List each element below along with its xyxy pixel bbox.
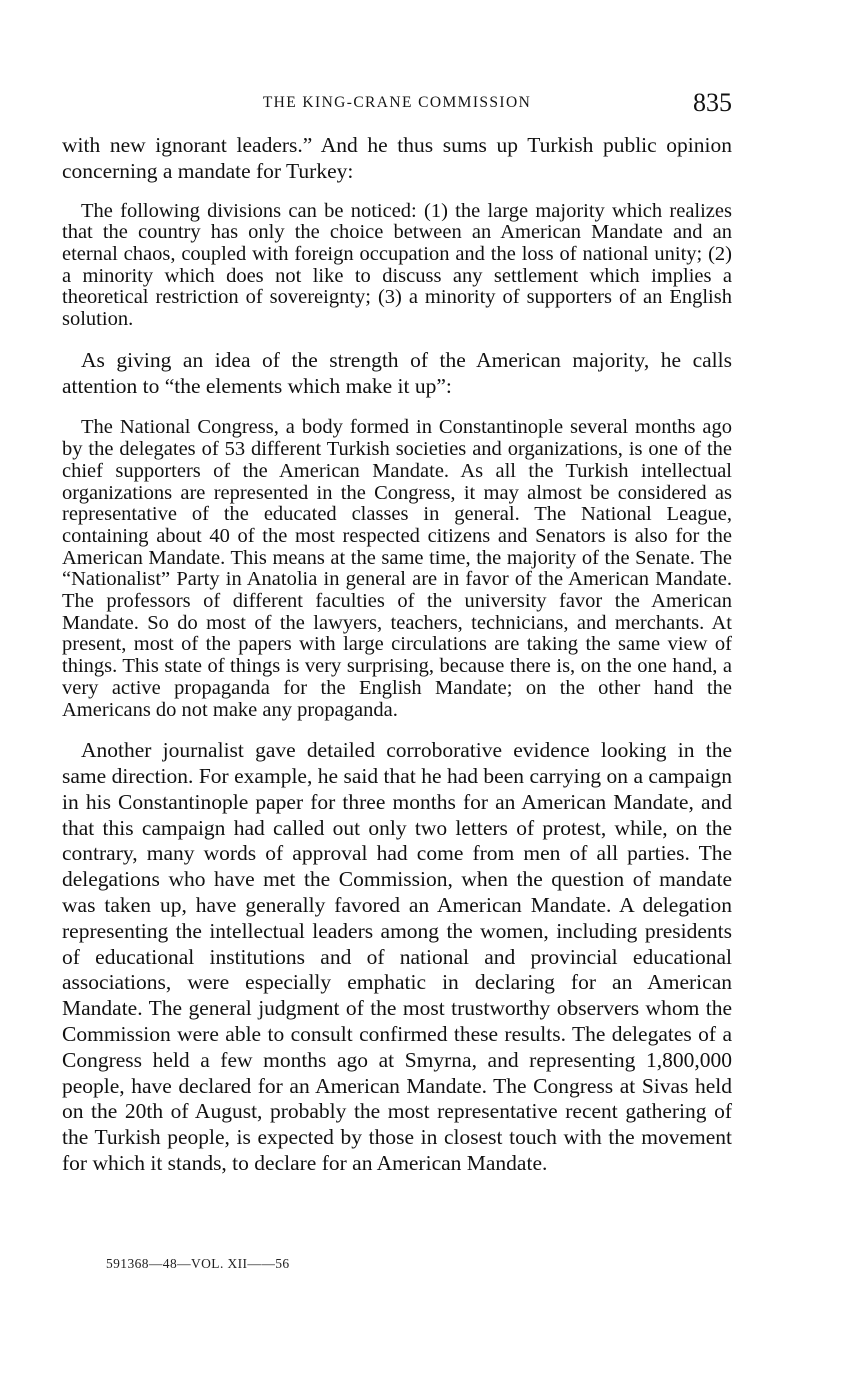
block-quote: The following divisions can be noticed: (1) the large majority which realizes that the country has only the choice between an American Mandate and an eternal chaos, coupled with foreign occupation and the loss of national unity; (2) a minority which does not like to discuss any settlement which implies a theoretical restriction of sovereignty; (3) a minority of supporters of an English solution. <box>62 199 732 331</box>
printer-signature: 591368—48—VOL. XII——56 <box>106 1256 290 1271</box>
block-quote: The National Congress, a body formed in Constantinople several months ago by the delegates of 53 different Turkish societies and organizations, is one of the chief supporters of the American Mandate. As all the Turkish intellectual organizations are represented in the Congress, it may almost be considered as representative of the educated classes in general. The National League, containing about 40 of the most respected citizens and Senators is also for the American Mandate. This means at the same time, the majority of the Senate. The “Nationalist” Party in Anatolia in general are in favor of the American Mandate. The professors of different faculties of the university favor the American Mandate. So do most of the lawyers, teachers, technicians, and merchants. At present, most of the papers with large circulations are taking the same view of things. This state of things is very surprising, because there is, on the one hand, a very active propaganda for the English Mandate; on the other hand the Americans do not make any propaganda. <box>62 416 732 721</box>
running-title: THE KING-CRANE COMMISSION <box>262 94 532 111</box>
body-paragraph: with new ignorant leaders.” And he thus sums up Turkish public opinion concerning a mandate for Turkey: <box>62 133 732 183</box>
body-paragraph: Another journalist gave detailed corroborative evidence looking in the same direction. For example, he said that he had been carrying on a campaign in his Constantinople paper for three months for an American Mandate, and that this campaign had called out only two letters of protest, while, on the contrary, many words of approval had come from men of all parties. The delegations who have met the Commission, when the question of mandate was taken up, have generally favored an American Mandate. A delegation representing the intellectual leaders among the women, including presidents of educational institutions and of national and provincial educational associations, were especially emphatic in declaring for an American Mandate. The general judgment of the most trustworthy observers whom the Commission were able to consult confirmed these results. The delegates of a Congress held a few months ago at Smyrna, and representing 1,800,000 people, have declared for an American Mandate. The Congress at Sivas held on the 20th of August, probably the most representative recent gathering of the Turkish people, is expected by those in closest touch with the movement for which it stands, to declare for an American Mandate. <box>62 738 732 1175</box>
page-body <box>62 133 732 1195</box>
page-header <box>62 88 732 120</box>
page-number: 835 <box>693 88 732 117</box>
body-paragraph: As giving an idea of the strength of the American majority, he calls attention to “the elements which make it up”: <box>62 347 732 398</box>
